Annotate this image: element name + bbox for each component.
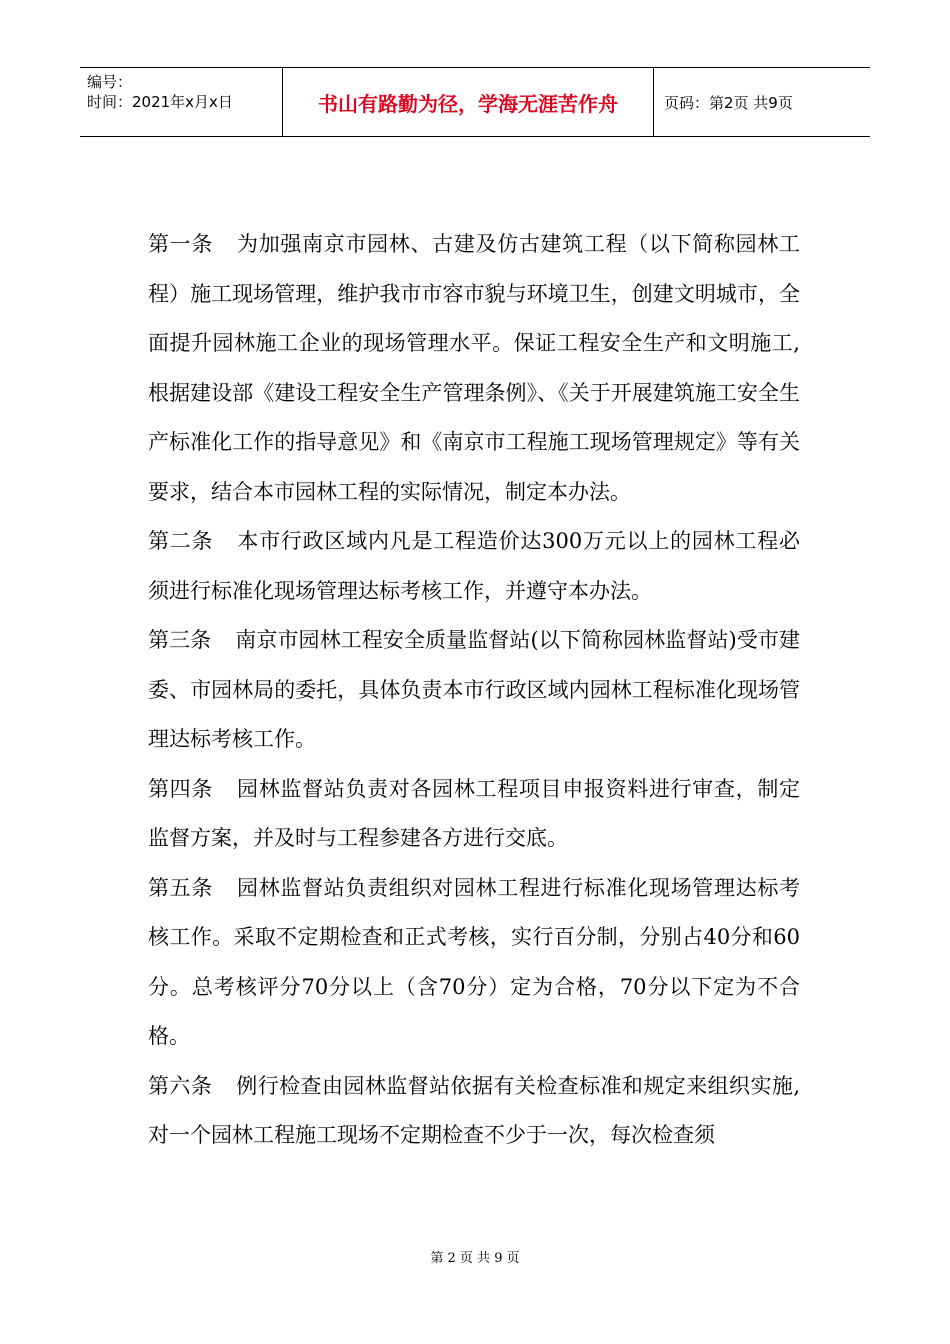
article-text: 园林监督站负责对各园林工程项目申报资料进行审查，制定监督方案，并及时与工程参建各方进行交底。 [148,776,801,850]
article-number: 第五条 [148,875,214,900]
article-6 [148,1062,800,1161]
article-text: 南京市园林工程安全质量监督站(以下简称园林监督站)受市建委、市园林局的委托，具体负责本市行政区域内园林工程标准化现场管理达标考核工作。 [148,628,800,751]
page-info: 页码：第2页 共9页 [664,93,793,112]
article-number: 第四条 [148,776,214,801]
article-3 [148,616,800,765]
header-table [80,67,870,137]
article-text: 园林监督站负责组织对园林工程进行标准化现场管理达标考核工作。采取不定期检查和正式考核，实行百分制，分别占40分和60分。总考核评分70分以上（含70分）定为合格，70分以下定为不合格。 [148,875,801,1048]
article-number: 第二条 [148,529,214,553]
article-text: 例行检查由园林监督站依据有关检查标准和规定来组织实施,对一个园林工程施工现场不定期检查不少于一次，每次检查须 [148,1073,800,1147]
page-footer: 第 2 页 共 9 页 [430,1251,520,1266]
header-meta [80,68,282,136]
article-number: 第六条 [148,1073,213,1098]
time-label: 时间：2021年x月x日 [87,93,233,111]
article-number: 第三条 [148,628,212,652]
document-body [148,220,800,1161]
article-text: 为加强南京市园林、古建及仿古建筑工程（以下简称园林工程）施工现场管理，维护我市市容市貌与环境卫生，创建文明城市，全面提升园林施工企业的现场管理水平。保证工程安全生产和文明施工,根据建设部《建设工程安全生产管理条例》、《关于开展建筑施工安全生产标准化工作的指导意见》和《南京市工程施工现场管理规定》等有关要求，结合本市园林工程的实际情况，制定本办法。 [148,232,801,504]
article-5 [148,864,800,1062]
motto: 书山有路勤为径，学海无涯苦作舟 [282,68,654,136]
number-label: 编号： [87,73,133,91]
article-2 [148,517,800,616]
article-4 [148,765,800,864]
article-text: 本市行政区域内凡是工程造价达300万元以上的园林工程必须进行标准化现场管理达标考核工作，并遵守本办法。 [148,529,800,603]
article-1 [148,220,800,517]
article-number: 第一条 [148,232,214,256]
